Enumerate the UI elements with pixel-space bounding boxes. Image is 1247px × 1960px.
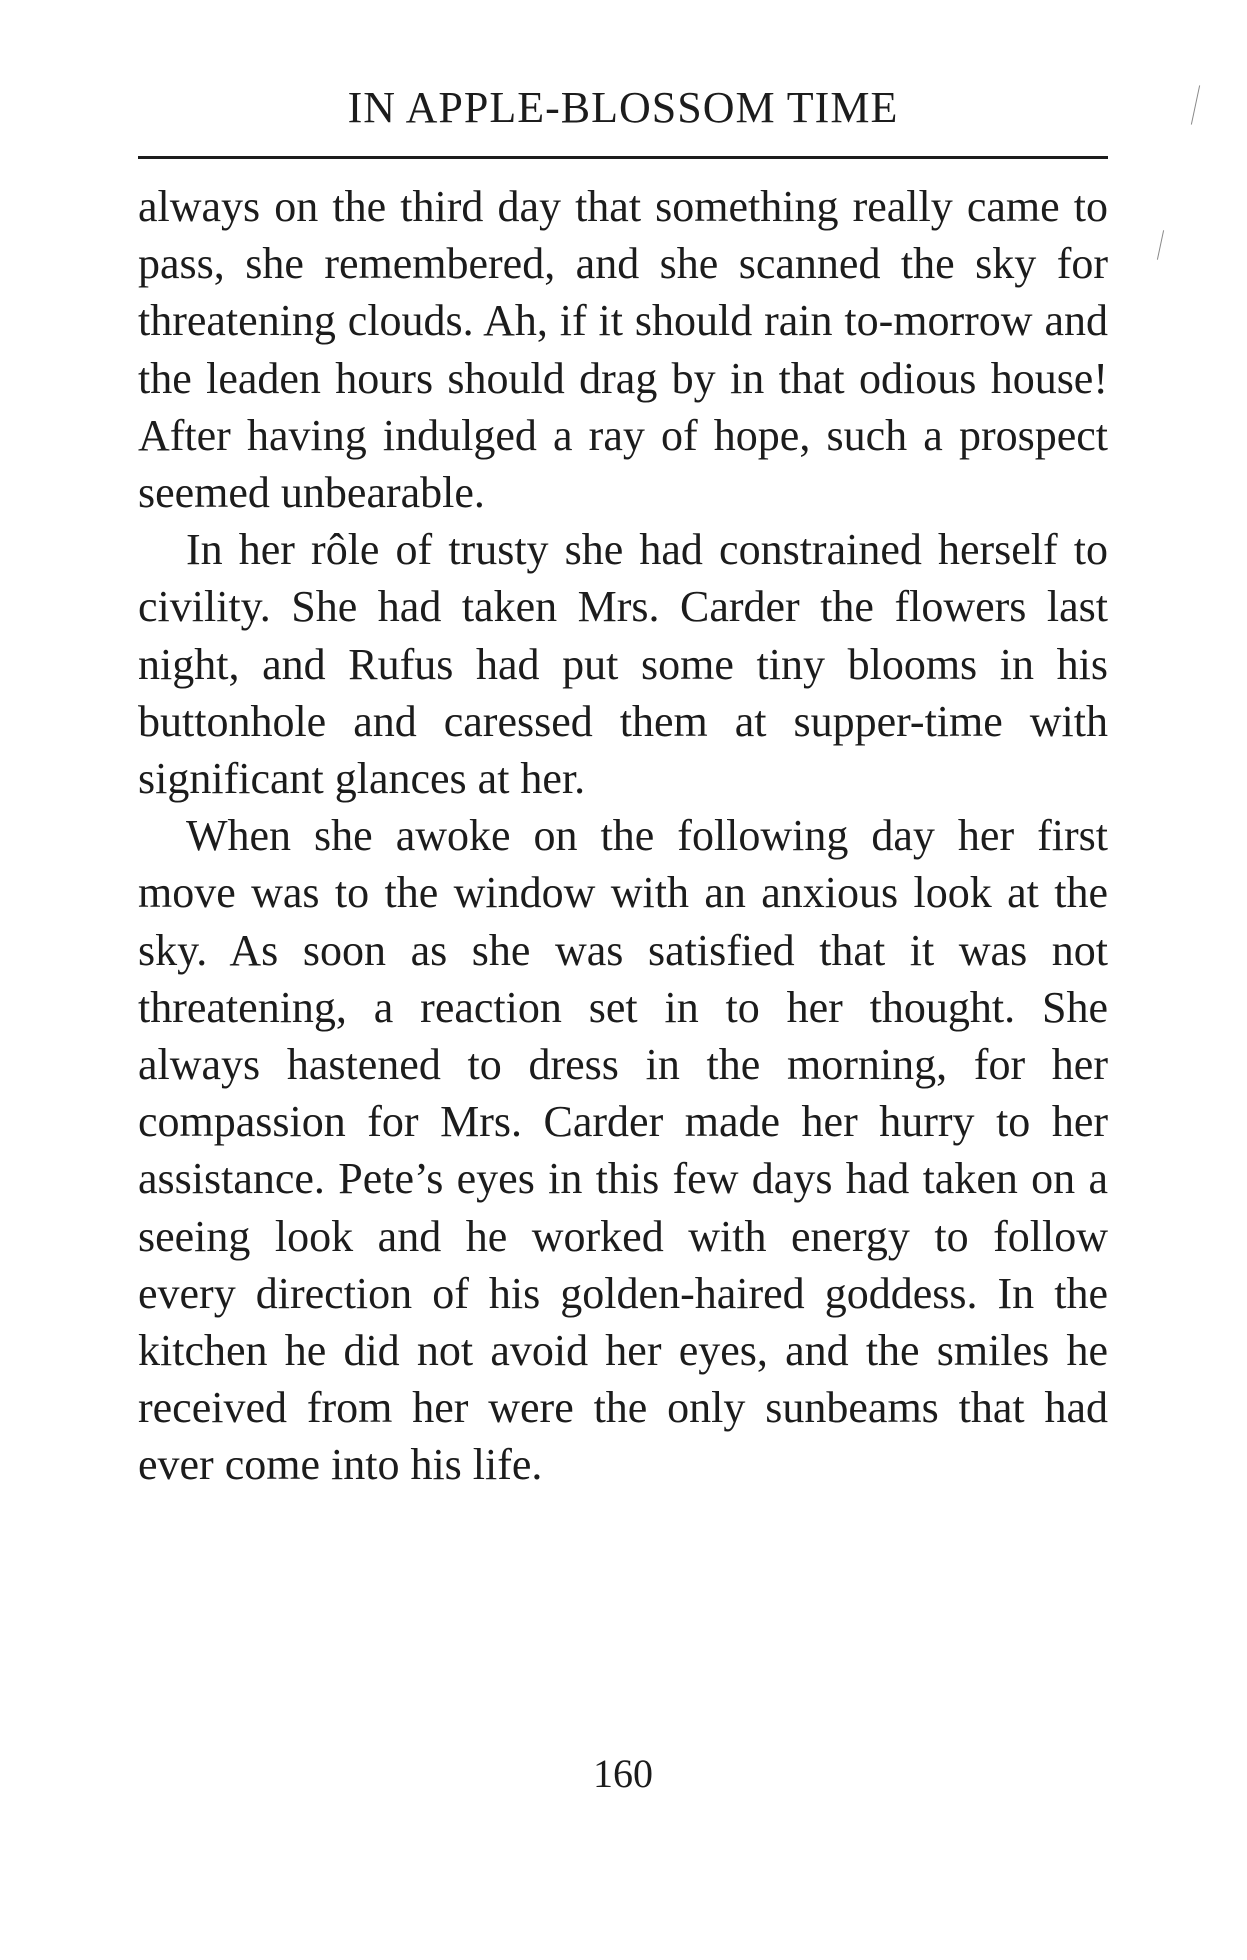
page-number: 160: [593, 1751, 653, 1796]
body-text: [138, 178, 1108, 1494]
margin-scratch: [1191, 85, 1200, 124]
header-rule: [138, 156, 1108, 159]
margin-scratch: [1157, 230, 1164, 260]
paragraph-2: In her rôle of trusty she had constrained herself to civility. She had taken Mrs. Carder the flowers last night, and Rufus had put some tiny blooms in his buttonhole and caressed them at supper-time with significant glances at her.: [138, 525, 1108, 804]
paragraph-1: always on the third day that something really came to pass, she remembered, and she scanned the sky for threatening clouds. Ah, if it should rain to-morrow and the leaden hours should drag by in that odious house! After having indulged a ray of hope, such a prospect seemed unbearable.: [138, 182, 1108, 518]
running-head: IN APPLE-BLOSSOM TIME: [347, 83, 899, 132]
paragraph-3: When she awoke on the following day her first move was to the window with an anxious look at the sky. As soon as she was satisfied that it was not threatening, a reaction set in to her thought. She always hastened to dress in the morning, for her compassion for Mrs. Carder made her hurry to her assistance. Pete’s eyes in this few days had taken on a seeing look and he worked with energy to follow every direction of his golden-haired goddess. In the kitchen he did not avoid her eyes, and the smiles he received from her were the only sunbeams that had ever come into his life.: [138, 811, 1108, 1490]
